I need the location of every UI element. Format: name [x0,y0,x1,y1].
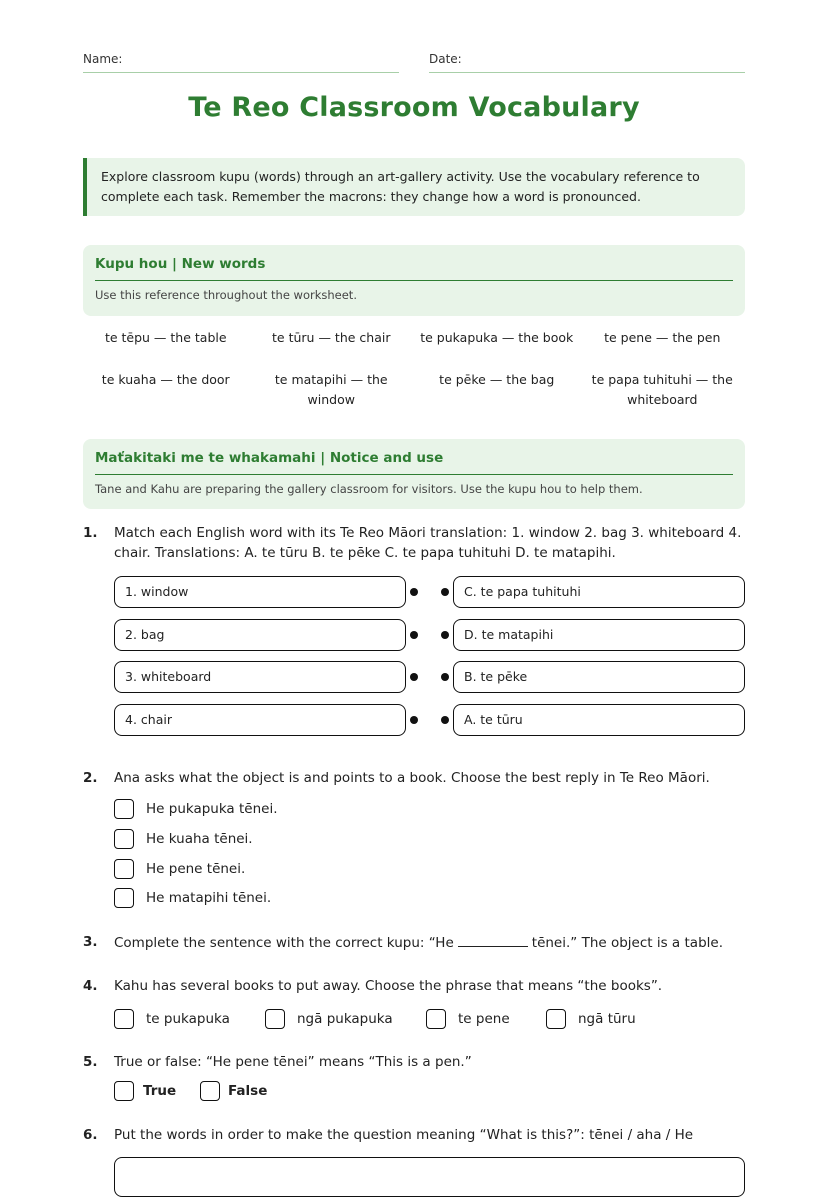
match-right-item[interactable]: D. te matapihi [453,619,745,651]
name-label: Name: [83,52,123,66]
option-label: He pukapuka tēnei. [146,801,278,817]
match-dot-left[interactable] [410,716,418,724]
name-field[interactable] [83,52,399,73]
date-label: Date: [429,52,462,66]
option-checkbox[interactable] [114,829,134,849]
question-number: 6. [83,1127,98,1143]
option-checkbox-true[interactable] [114,1081,134,1101]
match-dot-right[interactable] [441,716,449,724]
match-dot-left[interactable] [410,588,418,596]
question-text: True or false: “He pene tēnei” means “This is a pen.” [114,1054,472,1070]
match-left-item[interactable]: 1. window [114,576,406,608]
vocab-grid [83,328,745,414]
question-2 [83,768,745,790]
question-number: 2. [83,770,98,786]
question-number: 5. [83,1054,98,1070]
vocab-item: te pene — the pen [604,330,721,345]
answer-blank[interactable] [458,932,528,947]
option-checkbox[interactable] [426,1009,446,1029]
vocab-item: te pukapuka — the book [420,330,574,345]
vocab-row [83,328,745,370]
vocab-item: te pēke — the bag [439,372,555,387]
option-checkbox[interactable] [114,859,134,879]
match-right-item[interactable]: C. te papa tuhituhi [453,576,745,608]
question-4 [83,976,745,998]
option-label: ngā pukapuka [297,1011,393,1027]
option-checkbox[interactable] [114,799,134,819]
match-right-item[interactable]: A. te tūru [453,704,745,736]
match-dot-right[interactable] [441,588,449,596]
section-new-words [83,245,745,316]
option-label: He matapihi tēnei. [146,890,272,906]
question-text-before: Complete the sentence with the correct kupu: “He [114,935,454,951]
match-left-item[interactable]: 4. chair [114,704,406,736]
question-number: 1. [83,525,98,541]
question-5 [83,1052,745,1074]
vocab-item: te tēpu — the table [104,330,227,345]
vocab-item: te tūru — the chair [272,330,391,345]
option-label: He kuaha tēnei. [146,831,253,847]
question-1 [83,523,745,567]
vocab-item: te matapihi — the window [274,372,388,407]
match-dot-left[interactable] [410,673,418,681]
question-text: Match each English word with its Te Reo Māori translation: 1. window 2. bag 3. whiteboard 4. chair. Translations: A. te tūru B. te pēke C. te papa tuhituhi D. te matapihi. [114,525,742,561]
option-checkbox[interactable] [265,1009,285,1029]
match-dot-right[interactable] [441,673,449,681]
section-subtitle: Tane and Kahu are preparing the gallery classroom for visitors. Use the kupu hou to help them. [95,482,643,496]
answer-box[interactable] [114,1157,745,1197]
match-right-item[interactable]: B. te pēke [453,661,745,693]
question-text: Put the words in order to make the question meaning “What is this?”: tēnei / aha / He [114,1127,694,1143]
option-checkbox[interactable] [546,1009,566,1029]
match-dot-right[interactable] [441,631,449,639]
vocab-item: te kuaha — the door [101,372,230,387]
option-checkbox[interactable] [114,888,134,908]
question-text: Kahu has several books to put away. Choose the phrase that means “the books”. [114,978,663,994]
match-left-item[interactable]: 2. bag [114,619,406,651]
vocab-row [83,370,745,414]
option-label: te pukapuka [146,1011,230,1027]
option-label: ngā tūru [578,1011,636,1027]
section-subtitle: Use this reference throughout the worksheet. [95,288,357,302]
option-label: True [143,1083,177,1099]
section-notice-use [83,439,745,509]
question-text-after: tēnei.” The object is a table. [531,935,723,951]
page-title: Te Reo Classroom Vocabulary [188,92,640,123]
question-3 [83,932,745,954]
match-dot-left[interactable] [410,631,418,639]
question-number: 4. [83,978,98,994]
match-left-item[interactable]: 3. whiteboard [114,661,406,693]
question-number: 3. [83,934,98,950]
option-label: False [228,1083,268,1099]
option-checkbox[interactable] [114,1009,134,1029]
question-text: Ana asks what the object is and points to a book. Choose the best reply in Te Reo Māori. [114,770,710,786]
option-label: te pene [458,1011,510,1027]
question-text [114,932,745,953]
option-label: He pene tēnei. [146,861,246,877]
vocab-item: te papa tuhituhi — the whiteboard [591,372,733,407]
intro-callout: Explore classroom kupu (words) through an art-gallery activity. Use the vocabulary reference to complete each task. Remember the macrons: they change how a word is pronounced. [83,158,745,216]
section-heading: Kupu hou | New words [95,245,733,281]
name-date-row [83,52,745,74]
option-checkbox-false[interactable] [200,1081,220,1101]
date-field[interactable] [429,52,745,73]
question-6 [83,1125,745,1147]
section-heading: Maťakitaki me te whakamahi | Notice and use [95,439,733,475]
